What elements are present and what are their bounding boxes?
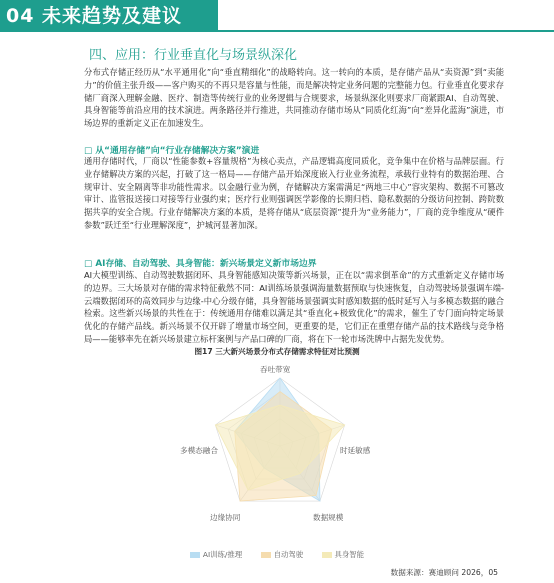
axis-label-latency: 时延敏感 (340, 446, 371, 455)
header-banner (0, 0, 218, 30)
emerging-paragraph: AI大模型训练、自动驾驶数据闭环、具身智能感知决策等新兴场景，正在以“需求倒革命”的方式重新定义存储市场的边界。三大场景对存储的需求特征截然不同：AI训练场景强调海量数据预取与快速恢复，自动驾驶场景强调车端-云端数据闭环的高效同步与边缘-中心分级存储，具身智能场景强调实时感知数据的低时延写入与多模态数据的融合检索。这些新兴场景的共性在于：传统通用存储难以满足其“垂直化+极致优化”的需求，催生了专门面向特定场景优化的存储产品线。新兴场景不仅开辟了增量市场空间，更重要的是，它们正在重塑存储产品的技术路线与竞争格局——能够率先在新兴场景建立标杆案例与产品口碑的厂商，将在下一轮市场洗牌中占据先发优势。 (84, 270, 504, 344)
legend-label-autodrive: 自动驾驶 (273, 550, 304, 559)
axis-label-edge-collab: 边缘协同 (210, 513, 241, 522)
industry-paragraph: 通用存储时代，厂商以“性能参数+容量规格”为核心卖点，产品逻辑高度同质化，竞争集中在价格与品牌层面。行业存储解决方案的兴起，打破了这一格局——存储产品开始深度嵌入行业业务流程，承载行业特有的数据治理、合规审计、安全隔离等非功能性需求。以金融行业为例，存储解决方案需满足“两地三中心”容灾架构、数据不可篡改审计、监管报送接口对接等行业强约束；医疗行业则强调医学影像的长期归档、隐私数据的分级访问控制、跨院数据共享的安全合规。行业存储解决方案的本质，是将存储从“底层资源”提升为“业务能力”，厂商的竞争维度从“硬件参数”跃迁至“行业理解深度”，护城河显著加深。 (84, 156, 504, 230)
intro-paragraph: 分布式存储正经历从“水平通用化”向“垂直精细化”的战略转向。这一转向的本质，是存储产品从“卖资源”到“卖能力”的价值主张升级——客户购买的不再只是容量与性能，而是解决特定业务问题的完整能力包。行业垂直化要求存储厂商深入理解金融、医疗、制造等传统行业的业务逻辑与合规要求，场景纵深化则要求厂商紧跟AI、自动驾驶、具身智能等前沿应用的技术演进。两条路径并行推进，共同推动存储市场从“同质化红海”向“差异化蓝海”演进，市场边界的重新定义正在加速发生。 (84, 67, 504, 129)
axis-label-throughput: 吞吐带宽 (260, 365, 291, 374)
section-title: 四、应用：行业垂直化与场景纵深化 (89, 48, 298, 63)
legend-swatch-autodrive (261, 552, 271, 558)
axis-label-multimodal: 多模态融合 (180, 446, 218, 455)
legend-item-embodied (322, 550, 365, 559)
subheading-industry-solutions: □ 从“通用存储”向“行业存储解决方案”演进 (84, 146, 260, 156)
page-header (0, 0, 554, 32)
legend-item-autodrive (261, 550, 304, 559)
legend-swatch-embodied (322, 552, 332, 558)
legend-swatch-ai (190, 552, 200, 558)
data-source: 数据来源：赛迪顾问 2026，05 (390, 568, 498, 577)
radar-chart-svg (150, 360, 410, 560)
header-divider (0, 30, 554, 32)
legend-label-embodied: 具身智能 (334, 550, 365, 559)
chart-legend (0, 549, 554, 560)
header-title: 04 未来趋势及建议 (6, 5, 183, 27)
axis-label-data-scale: 数据规模 (313, 513, 344, 522)
radar-chart (150, 360, 410, 560)
subheading-emerging-scenarios: □ AI存储、自动驾驶、具身智能：新兴场景定义新市场边界 (84, 259, 317, 269)
figure-title: 图17 三大新兴场景分布式存储需求特征对比预测 (194, 347, 360, 356)
legend-item-ai (190, 550, 242, 559)
legend-label-ai: AI训练/推理 (202, 550, 243, 559)
